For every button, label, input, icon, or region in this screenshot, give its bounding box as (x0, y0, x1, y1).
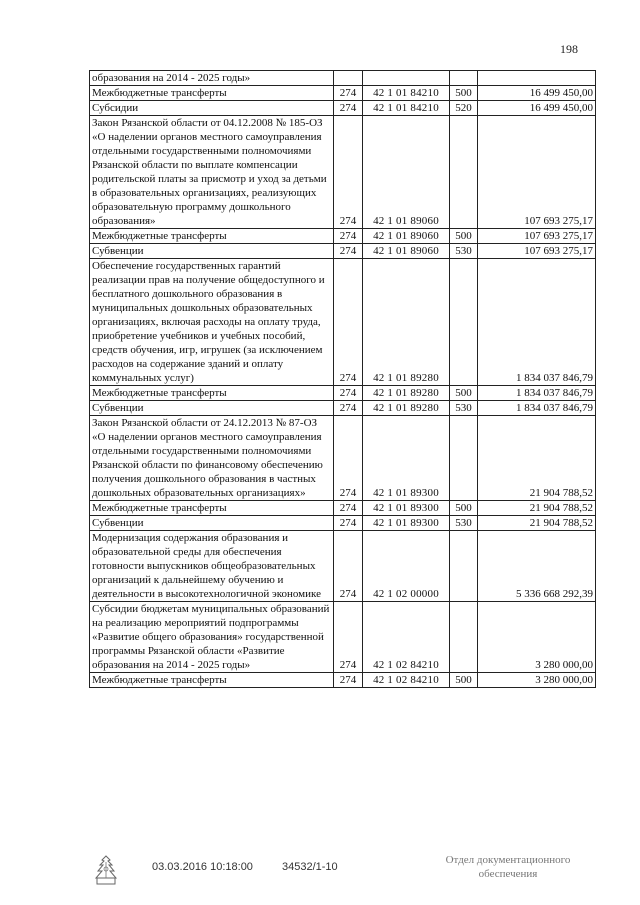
coat-of-arms-icon (92, 854, 120, 888)
expense-type-cell (450, 602, 478, 673)
target-article-cell: 42 1 02 84210 (363, 602, 450, 673)
budget-table (89, 70, 596, 688)
footer-department-stamp (418, 853, 598, 881)
table-row (90, 501, 596, 516)
table-row (90, 531, 596, 602)
target-article-cell (363, 71, 450, 86)
amount-cell: 107 693 275,17 (478, 229, 596, 244)
amount-cell: 21 904 788,52 (478, 416, 596, 501)
target-article-cell: 42 1 01 89300 (363, 516, 450, 531)
table-row (90, 244, 596, 259)
admin-code-cell: 274 (334, 259, 363, 386)
row-name-cell: Модернизация содержания образования и образовательной среды для обеспечения готовности выпускников общеобразовательных организаций к дальнейшему обучению и деятельности в высокотехнологичной экономике (90, 531, 334, 602)
amount-cell: 16 499 450,00 (478, 86, 596, 101)
admin-code-cell: 274 (334, 386, 363, 401)
expense-type-cell: 530 (450, 516, 478, 531)
admin-code-cell: 274 (334, 602, 363, 673)
expense-type-cell: 530 (450, 401, 478, 416)
expense-type-cell: 500 (450, 386, 478, 401)
target-article-cell: 42 1 01 89280 (363, 386, 450, 401)
amount-cell: 1 834 037 846,79 (478, 386, 596, 401)
table-row (90, 673, 596, 688)
amount-cell (478, 71, 596, 86)
table-row (90, 116, 596, 229)
target-article-cell: 42 1 01 89060 (363, 244, 450, 259)
expense-type-cell: 500 (450, 501, 478, 516)
expense-type-cell: 500 (450, 86, 478, 101)
expense-type-cell (450, 531, 478, 602)
row-name-cell: Обеспечение государственных гарантий реализации прав на получение общедоступного и бесплатного дошкольного образования в муниципальных дошкольных образовательных организациях, включая расходы на оплату труда, приобретение учебников и учебных пособий, средств обучения, игр, игрушек (за исключением расходов на содержание зданий и оплату коммунальных услуг) (90, 259, 334, 386)
amount-cell: 107 693 275,17 (478, 116, 596, 229)
target-article-cell: 42 1 01 89280 (363, 259, 450, 386)
row-name-cell: Межбюджетные трансферты (90, 229, 334, 244)
amount-cell: 3 280 000,00 (478, 602, 596, 673)
target-article-cell: 42 1 01 84210 (363, 86, 450, 101)
row-name-cell: Закон Рязанской области от 04.12.2008 № 185-ОЗ «О наделении органов местного самоуправления отдельными государственными полномочиями Рязанской области по выплате компенсации родительской платы за присмотр и уход за детьми в образовательных организациях, реализующих образовательную программу дошкольного образования» (90, 116, 334, 229)
row-name-cell: Закон Рязанской области от 24.12.2013 № 87-ОЗ «О наделении органов местного самоуправления отдельными государственными полномочиями Рязанской области по финансовому обеспечению получения дошкольного образования в частных дошкольных образовательных организациях» (90, 416, 334, 501)
admin-code-cell: 274 (334, 86, 363, 101)
admin-code-cell: 274 (334, 516, 363, 531)
admin-code-cell: 274 (334, 401, 363, 416)
table-row (90, 86, 596, 101)
admin-code-cell: 274 (334, 101, 363, 116)
row-name-cell: Межбюджетные трансферты (90, 673, 334, 688)
footer-department-line: Отдел документационного (445, 854, 571, 866)
row-name-cell: образования на 2014 - 2025 годы» (90, 71, 334, 86)
table-row (90, 516, 596, 531)
target-article-cell: 42 1 01 89060 (363, 229, 450, 244)
target-article-cell: 42 1 02 84210 (363, 673, 450, 688)
row-name-cell: Субсидии бюджетам муниципальных образований на реализацию мероприятий подпрограммы «Развитие общего образования» государственной программы Рязанской области «Развитие образования на 2014 - 2025 годы» (90, 602, 334, 673)
amount-cell: 21 904 788,52 (478, 516, 596, 531)
amount-cell: 107 693 275,17 (478, 244, 596, 259)
amount-cell: 1 834 037 846,79 (478, 401, 596, 416)
page-number: 198 (560, 42, 578, 56)
row-name-cell: Субвенции (90, 244, 334, 259)
target-article-cell: 42 1 01 89300 (363, 416, 450, 501)
admin-code-cell: 274 (334, 416, 363, 501)
table-row (90, 386, 596, 401)
table-row (90, 101, 596, 116)
admin-code-cell: 274 (334, 501, 363, 516)
footer-document-number: 34532/1-10 (282, 861, 338, 873)
amount-cell: 21 904 788,52 (478, 501, 596, 516)
expense-type-cell (450, 71, 478, 86)
row-name-cell: Межбюджетные трансферты (90, 501, 334, 516)
expense-type-cell (450, 259, 478, 386)
admin-code-cell (334, 71, 363, 86)
admin-code-cell: 274 (334, 531, 363, 602)
expense-type-cell: 530 (450, 244, 478, 259)
table-row (90, 416, 596, 501)
expense-type-cell (450, 416, 478, 501)
budget-table-body (90, 71, 596, 688)
amount-cell: 5 336 668 292,39 (478, 531, 596, 602)
expense-type-cell (450, 116, 478, 229)
amount-cell: 16 499 450,00 (478, 101, 596, 116)
target-article-cell: 42 1 01 89300 (363, 501, 450, 516)
expense-type-cell: 500 (450, 229, 478, 244)
table-row (90, 71, 596, 86)
footer-datetime: 03.03.2016 10:18:00 (152, 861, 253, 873)
target-article-cell: 42 1 02 00000 (363, 531, 450, 602)
target-article-cell: 42 1 01 84210 (363, 101, 450, 116)
admin-code-cell: 274 (334, 229, 363, 244)
target-article-cell: 42 1 01 89280 (363, 401, 450, 416)
table-row (90, 229, 596, 244)
target-article-cell: 42 1 01 89060 (363, 116, 450, 229)
amount-cell: 3 280 000,00 (478, 673, 596, 688)
row-name-cell: Межбюджетные трансферты (90, 86, 334, 101)
row-name-cell: Субвенции (90, 516, 334, 531)
expense-type-cell: 500 (450, 673, 478, 688)
table-row (90, 401, 596, 416)
table-row (90, 602, 596, 673)
admin-code-cell: 274 (334, 673, 363, 688)
row-name-cell: Субсидии (90, 101, 334, 116)
expense-type-cell: 520 (450, 101, 478, 116)
table-row (90, 259, 596, 386)
row-name-cell: Межбюджетные трансферты (90, 386, 334, 401)
row-name-cell: Субвенции (90, 401, 334, 416)
footer-department-line: обеспечения (478, 868, 538, 880)
admin-code-cell: 274 (334, 116, 363, 229)
admin-code-cell: 274 (334, 244, 363, 259)
amount-cell: 1 834 037 846,79 (478, 259, 596, 386)
